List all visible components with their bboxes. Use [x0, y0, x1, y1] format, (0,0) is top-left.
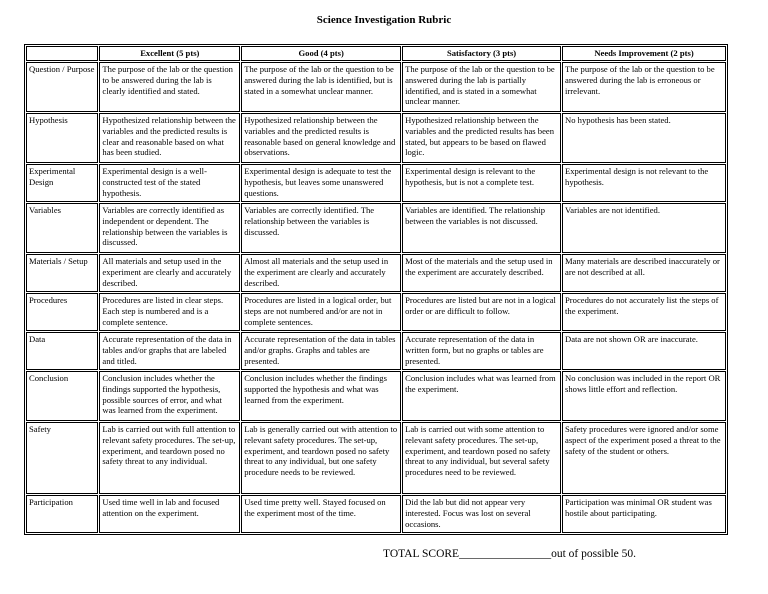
satisfactory-cell: Lab is carried out with some attention to relevant safety procedures. The set-up, experiment, and teardown posed no safety threat to any individual, but several safety procedures need to be reviewed.: [402, 422, 561, 494]
total-score: TOTAL SCORE________________out of possible 50.: [383, 548, 637, 560]
excellent-cell: Lab is carried out with full attention to relevant safety procedures. The set-up, experiment, and teardown posed no safety threat to any individual.: [99, 422, 240, 494]
needs-improvement-cell: Experimental design is not relevant to the hypothesis.: [562, 164, 726, 202]
category-cell: Participation: [26, 495, 98, 533]
needs-improvement-cell: No hypothesis has been stated.: [562, 113, 726, 163]
needs-improvement-cell: Data are not shown OR are inaccurate.: [562, 332, 726, 370]
header-row: [26, 46, 726, 61]
rubric-row: [26, 254, 726, 292]
good-cell: Conclusion includes whether the findings supported the hypothesis and what was learned from the experiment.: [241, 371, 401, 421]
excellent-cell: Procedures are listed in clear steps. Each step is numbered and is a complete sentence.: [99, 293, 240, 331]
rubric-row: [26, 164, 726, 202]
page-title: Science Investigation Rubric: [316, 14, 452, 26]
satisfactory-cell: Variables are identified. The relationship between the variables is not discussed.: [402, 203, 561, 253]
category-cell: Variables: [26, 203, 98, 253]
needs-improvement-cell: No conclusion was included in the report OR shows little effort and reflection.: [562, 371, 726, 421]
rubric-row: [26, 293, 726, 331]
satisfactory-cell: Conclusion includes what was learned from the experiment.: [402, 371, 561, 421]
satisfactory-cell: The purpose of the lab or the question to be answered during the lab is partially identified, and is stated in a somewhat unclear manner.: [402, 62, 561, 112]
header-corner: [26, 46, 98, 61]
satisfactory-cell: Did the lab but did not appear very interested. Focus was lost on several occasions.: [402, 495, 561, 533]
category-cell: Safety: [26, 422, 98, 494]
good-cell: Lab is generally carried out with attention to relevant safety procedures. The set-up, experiment, and teardown posed no safety threat to any individual, but one safety procedure needs to be reviewed.: [241, 422, 401, 494]
good-cell: The purpose of the lab or the question to be answered during the lab is identified, but is stated in a somewhat unclear manner.: [241, 62, 401, 112]
satisfactory-cell: Procedures are listed but are not in a logical order or are difficult to follow.: [402, 293, 561, 331]
needs-improvement-cell: Many materials are described inaccurately or are not described at all.: [562, 254, 726, 292]
rubric-row: [26, 422, 726, 494]
category-cell: Hypothesis: [26, 113, 98, 163]
satisfactory-cell: Accurate representation of the data in written form, but no graphs or tables are presented.: [402, 332, 561, 370]
needs-improvement-cell: Safety procedures were ignored and/or some aspect of the experiment posed a threat to the safety of the student or others.: [562, 422, 726, 494]
good-cell: Experimental design is adequate to test the hypothesis, but leaves some unanswered questions.: [241, 164, 401, 202]
good-cell: Procedures are listed in a logical order, but steps are not numbered and/or are not in complete sentences.: [241, 293, 401, 331]
header-satisfactory: Satisfactory (3 pts): [402, 46, 561, 61]
good-cell: Almost all materials and the setup used in the experiment are clearly and accurately described.: [241, 254, 401, 292]
excellent-cell: Experimental design is a well-constructed test of the stated hypothesis.: [99, 164, 240, 202]
excellent-cell: Conclusion includes whether the findings supported the hypothesis, possible sources of error, and what was learned from the experiment.: [99, 371, 240, 421]
category-cell: Materials / Setup: [26, 254, 98, 292]
needs-improvement-cell: Variables are not identified.: [562, 203, 726, 253]
satisfactory-cell: Hypothesized relationship between the variables and the predicted results has been stated, but appears to be based on flawed logic.: [402, 113, 561, 163]
needs-improvement-cell: Procedures do not accurately list the steps of the experiment.: [562, 293, 726, 331]
good-cell: Variables are correctly identified. The relationship between the variables is discussed.: [241, 203, 401, 253]
rubric-row: [26, 371, 726, 421]
excellent-cell: Hypothesized relationship between the variables and the predicted results is clear and reasonable based on what has been studied.: [99, 113, 240, 163]
category-cell: Data: [26, 332, 98, 370]
rubric-row: [26, 113, 726, 163]
header-needs-improvement: Needs Improvement (2 pts): [562, 46, 726, 61]
good-cell: Accurate representation of the data in tables and/or graphs. Graphs and tables are presented.: [241, 332, 401, 370]
category-cell: Experimental Design: [26, 164, 98, 202]
satisfactory-cell: Experimental design is relevant to the hypothesis, but is not a complete test.: [402, 164, 561, 202]
header-good: Good (4 pts): [241, 46, 401, 61]
rubric-table: [24, 44, 728, 535]
needs-improvement-cell: Participation was minimal OR student was hostile about participating.: [562, 495, 726, 533]
needs-improvement-cell: The purpose of the lab or the question to be answered during the lab is erroneous or irrelevant.: [562, 62, 726, 112]
excellent-cell: All materials and setup used in the experiment are clearly and accurately described.: [99, 254, 240, 292]
excellent-cell: Used time well in lab and focused attention on the experiment.: [99, 495, 240, 533]
good-cell: Used time pretty well. Stayed focused on the experiment most of the time.: [241, 495, 401, 533]
good-cell: Hypothesized relationship between the variables and the predicted results is reasonable based on general knowledge and observations.: [241, 113, 401, 163]
rubric-row: [26, 62, 726, 112]
excellent-cell: Accurate representation of the data in tables and/or graphs that are labeled and titled.: [99, 332, 240, 370]
rubric-row: [26, 495, 726, 533]
excellent-cell: The purpose of the lab or the question to be answered during the lab is clearly identified and stated.: [99, 62, 240, 112]
rubric-row: [26, 203, 726, 253]
satisfactory-cell: Most of the materials and the setup used in the experiment are accurately described.: [402, 254, 561, 292]
category-cell: Question / Purpose: [26, 62, 98, 112]
category-cell: Procedures: [26, 293, 98, 331]
excellent-cell: Variables are correctly identified as independent or dependent. The relationship between the variables is discussed.: [99, 203, 240, 253]
header-excellent: Excellent (5 pts): [99, 46, 240, 61]
rubric-row: [26, 332, 726, 370]
category-cell: Conclusion: [26, 371, 98, 421]
